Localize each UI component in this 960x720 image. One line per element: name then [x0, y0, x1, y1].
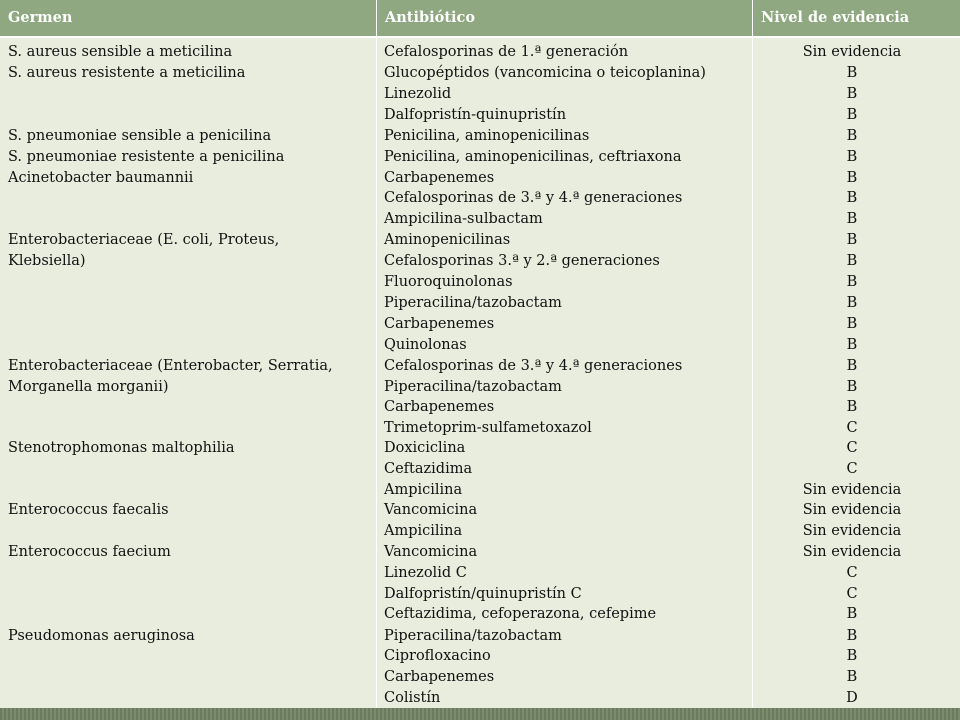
germen-cell: S. aureus sensible a meticilina — [8, 44, 233, 60]
nivel-cell: B — [846, 128, 858, 144]
header-germen: Germen — [0, 0, 376, 36]
germen-cell: Stenotrophomonas maltophilia — [8, 440, 235, 456]
antibiotico-cell: Carbapenemes — [384, 399, 495, 415]
antibiotico-cell: Cefalosporinas 3.ª y 2.ª generaciones — [384, 253, 660, 269]
antibiotico-cell: Ampicilina — [384, 482, 463, 498]
nivel-cell: B — [846, 337, 858, 353]
antibiotico-cell: Fluoroquinolonas — [384, 274, 513, 290]
antibiotico-cell: Quinolonas — [384, 337, 467, 353]
antibiotico-cell: Piperacilina/tazobactam — [384, 295, 562, 311]
nivel-cell: B — [846, 65, 858, 81]
nivel-cell: C — [846, 420, 858, 436]
antibiotico-cell: Piperacilina/tazobactam — [384, 379, 562, 395]
antibiotico-cell: Cefalosporinas de 1.ª generación — [384, 44, 629, 60]
germen-cell: Enterococcus faecium — [8, 544, 171, 560]
antibiotico-cell: Vancomicina — [384, 502, 478, 518]
nivel-cell: Sin evidencia — [802, 523, 902, 539]
nivel-cell: B — [846, 149, 858, 165]
antibiotico-cell: Cefalosporinas de 3.ª y 4.ª generaciones — [384, 358, 683, 374]
antibiotico-cell: Linezolid C — [384, 565, 467, 581]
nivel-cell: C — [846, 586, 858, 602]
antibiotico-cell: Penicilina, aminopenicilinas, ceftriaxona — [384, 149, 682, 165]
nivel-cell: B — [846, 107, 858, 123]
nivel-cell: C — [846, 440, 858, 456]
antibiotico-cell: Ceftazidima, cefoperazona, cefepime — [384, 606, 657, 622]
nivel-cell: B — [846, 628, 858, 644]
header-antibiotico: Antibiótico — [377, 0, 752, 36]
germen-cell: Enterobacteriaceae (E. coli, Proteus, — [8, 232, 280, 248]
nivel-cell: B — [846, 648, 858, 664]
germen-cell: Enterococcus faecalis — [8, 502, 169, 518]
nivel-cell: C — [846, 461, 858, 477]
nivel-cell: Sin evidencia — [802, 502, 902, 518]
antibiotico-cell: Penicilina, aminopenicilinas — [384, 128, 590, 144]
antibiotico-cell: Doxiciclina — [384, 440, 466, 456]
antibiotico-cell: Vancomicina — [384, 544, 478, 560]
nivel-cell: B — [846, 253, 858, 269]
antibiotico-cell: Dalfopristín/quinupristín C — [384, 586, 582, 602]
antibiotico-cell: Trimetoprim-sulfametoxazol — [384, 420, 592, 436]
nivel-cell: D — [846, 690, 858, 706]
antibiotico-cell: Ampicilina-sulbactam — [384, 211, 543, 227]
nivel-cell: B — [846, 379, 858, 395]
nivel-cell: B — [846, 295, 858, 311]
nivel-cell: B — [846, 399, 858, 415]
nivel-cell: B — [846, 358, 858, 374]
antibiotico-cell: Carbapenemes — [384, 669, 495, 685]
antibiotico-cell: Piperacilina/tazobactam — [384, 628, 562, 644]
antibiotico-cell: Ceftazidima — [384, 461, 473, 477]
header-divider — [752, 0, 753, 36]
antibiotico-cell: Ampicilina — [384, 523, 463, 539]
nivel-cell: B — [846, 232, 858, 248]
nivel-cell: C — [846, 565, 858, 581]
germen-cell: S. pneumoniae resistente a penicilina — [8, 149, 285, 165]
germen-cell: Pseudomonas aeruginosa — [8, 628, 195, 644]
germen-cell: Acinetobacter baumannii — [8, 170, 194, 186]
antibiotico-cell: Ciprofloxacino — [384, 648, 491, 664]
nivel-cell: B — [846, 86, 858, 102]
nivel-cell: Sin evidencia — [802, 44, 902, 60]
header-nivel: Nivel de evidencia — [753, 0, 960, 36]
antibiotico-cell: Linezolid — [384, 86, 452, 102]
nivel-cell: Sin evidencia — [802, 544, 902, 560]
germen-cell: Enterobacteriaceae (Enterobacter, Serratia, — [8, 358, 333, 374]
antibiotico-cell: Dalfopristín-quinupristín — [384, 107, 567, 123]
germen-cell: Klebsiella) — [8, 253, 86, 269]
nivel-cell: Sin evidencia — [802, 482, 902, 498]
nivel-cell: B — [846, 190, 858, 206]
header-divider — [376, 0, 377, 36]
nivel-cell: B — [846, 170, 858, 186]
germen-cell: S. aureus resistente a meticilina — [8, 65, 246, 81]
nivel-cell: B — [846, 669, 858, 685]
nivel-cell: B — [846, 606, 858, 622]
antibiotico-cell: Cefalosporinas de 3.ª y 4.ª generaciones — [384, 190, 683, 206]
nivel-cell: B — [846, 211, 858, 227]
antibiotico-cell: Aminopenicilinas — [384, 232, 511, 248]
nivel-cell: B — [846, 316, 858, 332]
antibiotico-cell: Glucopéptidos (vancomicina o teicoplanina) — [384, 65, 706, 81]
antibiotico-cell: Colistín — [384, 690, 441, 706]
antibiotico-cell: Carbapenemes — [384, 316, 495, 332]
antibiotico-cell: Carbapenemes — [384, 170, 495, 186]
column-divider — [752, 38, 753, 708]
nivel-cell: B — [846, 274, 858, 290]
germen-cell: Morganella morganii) — [8, 379, 169, 395]
slide-footer-band — [0, 708, 960, 720]
germen-cell: S. pneumoniae sensible a penicilina — [8, 128, 272, 144]
column-divider — [376, 38, 377, 708]
